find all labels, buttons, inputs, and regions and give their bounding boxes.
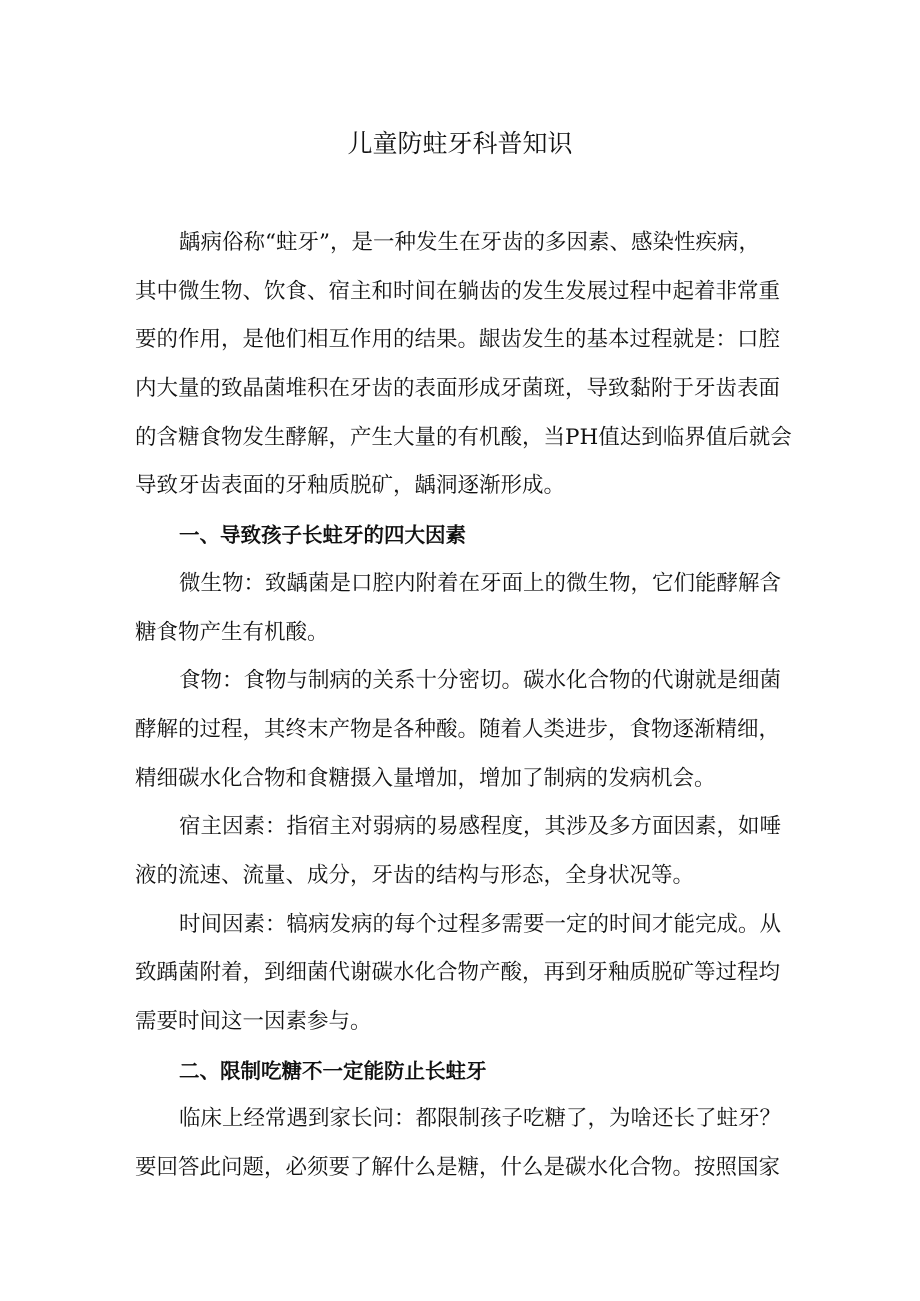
paragraph-line: 液的流速、流量、成分，牙齿的结构与形态，全身状况等。	[135, 862, 695, 888]
paragraph-line: 的含糖食物发生酵解，产生大量的有机酸，当PH值达到临界值后就会	[135, 424, 792, 450]
document-title: 儿童防蛀牙科普知识	[347, 129, 573, 158]
paragraph-line: 导致牙齿表面的牙釉质脱矿，龋洞逐渐形成。	[135, 473, 566, 499]
paragraph-line: 时间因素：犒病发病的每个过程多需要一定的时间才能完成。从	[179, 911, 782, 937]
section-heading-2: 二、限制吃糖不一定能防止长蛀牙	[179, 1058, 487, 1083]
paragraph-line: 临床上经常遇到家长问：都限制孩子吃糖了，为啥还长了蛀牙？	[179, 1106, 782, 1132]
paragraph-line: 食物：食物与制病的关系十分密切。碳水化合物的代谢就是细菌	[179, 668, 782, 694]
paragraph-line: 要回答此问题，必须要了解什么是糖，什么是碳水化合物。按照国家	[135, 1155, 781, 1181]
paragraph-line: 致踽菌附着，到细菌代谢碳水化合物产酸，再到牙釉质脱矿等过程均	[135, 960, 781, 986]
paragraph-line: 内大量的致晶菌堆积在牙齿的表面形成牙菌斑，导致黏附于牙齿表面	[135, 376, 781, 402]
paragraph-line: 其中微生物、饮食、宿主和时间在躺齿的发生发展过程中起着非常重	[135, 278, 781, 304]
paragraph-line: 要的作用，是他们相互作用的结果。龈齿发生的基本过程就是：口腔	[135, 327, 781, 353]
paragraph-line: 糖食物产生有机酸。	[135, 619, 329, 645]
paragraph-line: 需要时间这一因素参与。	[135, 1009, 372, 1034]
paragraph-line: 酵解的过程，其终末产物是各种酸。随着人类进步，食物逐渐精细，	[135, 716, 781, 742]
paragraph-line: 微生物：致龋菌是口腔内附着在牙面上的微生物，它们能酵解含	[179, 570, 782, 596]
section-heading-1: 一、导致孩子长蛀牙的四大因素	[179, 523, 466, 548]
paragraph-line: 龋病俗称“蛀牙”，是一种发生在牙齿的多因素、感染性疾病，	[179, 230, 760, 255]
paragraph-line: 宿主因素：指宿主对弱病的易感程度，其涉及多方面因素，如唾	[179, 814, 782, 840]
document-body	[135, 219, 793, 1193]
paragraph-line: 精细碳水化合物和食糖摄入量增加，增加了制病的发病机会。	[135, 765, 716, 791]
